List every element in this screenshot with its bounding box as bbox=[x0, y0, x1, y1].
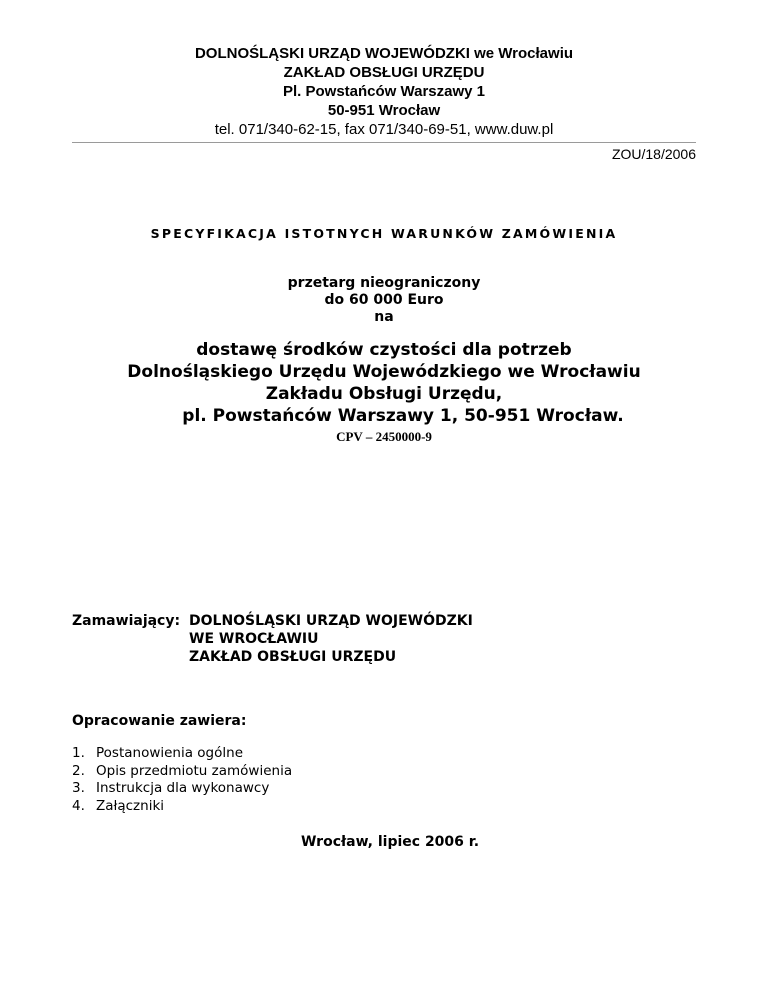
ordering-party-name bbox=[189, 612, 473, 666]
letterhead bbox=[0, 44, 768, 139]
place-and-date bbox=[0, 834, 768, 850]
order-subject-line-2: Dolnośląskiego Urzędu Wojewódzkiego we Wrocławiu bbox=[127, 362, 641, 382]
tender-threshold: do 60 000 Euro bbox=[324, 292, 444, 308]
list-item-label: Postanowienia ogólne bbox=[96, 745, 244, 761]
list-item-label: Opis przedmiotu zamówienia bbox=[96, 762, 293, 779]
ordering-party-line-3: ZAKŁAD OBSŁUGI URZĘDU bbox=[189, 649, 397, 665]
letterhead-street: Pl. Powstańców Warszawy 1 bbox=[282, 83, 485, 100]
list-item-number: 4. bbox=[72, 797, 85, 814]
list-item-number: 2. bbox=[72, 762, 85, 779]
order-subject bbox=[0, 339, 768, 427]
list-item-label: Instrukcja dla wykonawcy bbox=[96, 780, 270, 796]
list-item-number: 3. bbox=[72, 780, 85, 796]
tender-type bbox=[0, 275, 768, 326]
letterhead-office: DOLNOŚLĄSKI URZĄD WOJEWÓDZKI we Wrocławiu bbox=[194, 45, 574, 62]
place-and-date-text: Wrocław, lipiec 2006 r. bbox=[300, 834, 480, 850]
letterhead-department: ZAKŁAD OBSŁUGI URZĘDU bbox=[283, 64, 485, 81]
contents-heading: Opracowanie zawiera: bbox=[72, 713, 247, 729]
ordering-party-line-2: WE WROCŁAWIU bbox=[189, 631, 319, 647]
cpv-code: CPV – 2450000-9 bbox=[336, 429, 432, 444]
list-item bbox=[72, 745, 292, 763]
tender-conjunction: na bbox=[374, 309, 394, 325]
header-divider bbox=[72, 142, 696, 143]
document-title: SPECYFIKACJA ISTOTNYCH WARUNKÓW ZAMÓWIENIA bbox=[150, 226, 618, 241]
ordering-party-label: Zamawiający: bbox=[72, 613, 181, 629]
ordering-party-line-1: DOLNOŚLĄSKI URZĄD WOJEWÓDZKI bbox=[189, 613, 473, 629]
list-item-label: Załączniki bbox=[96, 797, 165, 814]
order-subject-line-4: pl. Powstańców Warszawy 1, 50-951 Wrocław. bbox=[182, 406, 624, 426]
order-subject-line-1: dostawę środków czystości dla potrzeb bbox=[196, 340, 572, 360]
list-item bbox=[72, 798, 292, 816]
order-subject-line-3: Zakładu Obsługi Urzędu, bbox=[265, 384, 503, 404]
contents-list bbox=[72, 745, 292, 815]
tender-type-line: przetarg nieograniczony bbox=[287, 275, 481, 291]
list-item bbox=[72, 763, 292, 781]
letterhead-contact: tel. 071/340-62-15, fax 071/340-69-51, www.duw.pl bbox=[214, 121, 554, 138]
list-item-number: 1. bbox=[72, 745, 85, 761]
document-reference: ZOU/18/2006 bbox=[611, 146, 696, 162]
list-item bbox=[72, 780, 292, 798]
letterhead-city: 50-951 Wrocław bbox=[327, 102, 441, 119]
